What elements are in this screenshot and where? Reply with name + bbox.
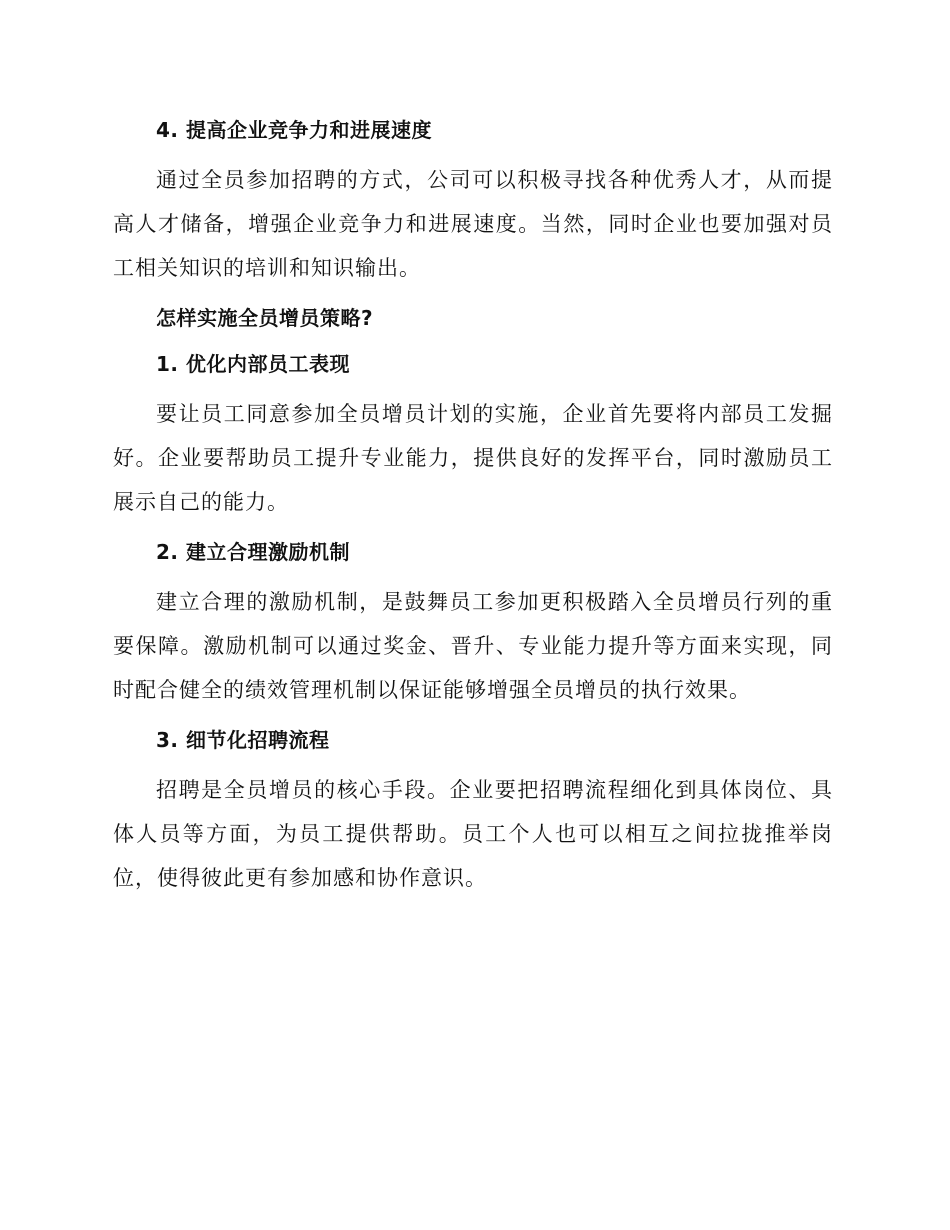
section-heading-incentive: 2. 建立合理激励机制 <box>156 540 350 564</box>
section-heading-recruitment-process: 3. 细节化招聘流程 <box>156 728 330 752</box>
section-heading-competitiveness: 4. 提高企业竞争力和进展速度 <box>156 118 432 142</box>
section-heading-how-to-implement: 怎样实施全员增员策略? <box>156 306 374 330</box>
section-paragraph-competitiveness: 通过全员参加招聘的方式，公司可以积极寻找各种优秀人才，从而提高人才储备，增强企业竞争力和进展速度。当然，同时企业也要加强对员工相关知识的培训和知识输出。 <box>113 168 833 280</box>
section-paragraph-recruitment-process: 招聘是全员增员的核心手段。企业要把招聘流程细化到具体岗位、具体人员等方面，为员工提供帮助。员工个人也可以相互之间拉拢推举岗位，使得彼此更有参加感和协作意识。 <box>113 778 833 890</box>
document-page <box>113 112 833 910</box>
section-heading-optimize-staff: 1. 优化内部员工表现 <box>156 352 350 376</box>
section-paragraph-incentive: 建立合理的激励机制，是鼓舞员工参加更积极踏入全员增员行列的重要保障。激励机制可以通过奖金、晋升、专业能力提升等方面来实现，同时配合健全的绩效管理机制以保证能够增强全员增员的执行效果。 <box>113 590 833 702</box>
section-paragraph-optimize-staff: 要让员工同意参加全员增员计划的实施，企业首先要将内部员工发掘好。企业要帮助员工提升专业能力，提供良好的发挥平台，同时激励员工展示自己的能力。 <box>113 402 833 514</box>
